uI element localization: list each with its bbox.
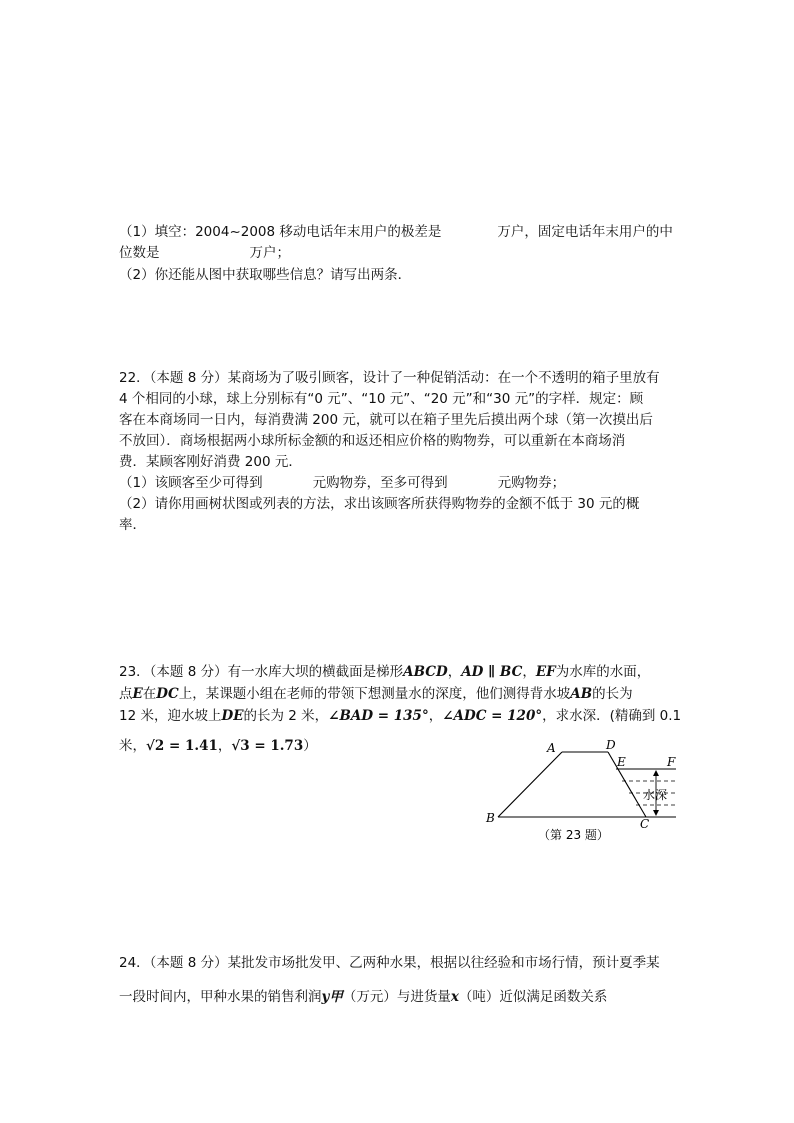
q23-math-ab: AB xyxy=(570,686,593,702)
q22-line-1: 22．（本题 8 分）某商场为了吸引顾客，设计了一种促销活动：在一个不透明的箱子里放有 xyxy=(119,370,660,386)
depth-arrow-head-bottom xyxy=(653,810,659,816)
q23-line-4 xyxy=(119,736,317,756)
q23-text-2b: 在 xyxy=(142,686,157,702)
water-depth-label: 水深 xyxy=(643,788,668,802)
q23-line-1 xyxy=(119,662,650,682)
edge-ab xyxy=(498,752,562,817)
q22-line-5: 费．某顾客刚好消费 200 元． xyxy=(119,454,302,470)
q24-text-2b: （万元）与进货量 xyxy=(342,989,451,1005)
q23-sqrt-sep: ， xyxy=(217,738,232,754)
q24-math-y-jia: y甲 xyxy=(321,989,343,1005)
q23-math-sqrt2: √2 = 1.41 xyxy=(146,738,218,754)
q23-text-4b: ） xyxy=(303,738,317,754)
q24-math-x: x xyxy=(450,989,459,1005)
q23-line-3 xyxy=(119,706,681,726)
q22-line-4: 不放回）．商场根据两小球所标金额的和返还相应价格的购物券，可以重新在本商场消 xyxy=(119,433,626,449)
q22-line-6 xyxy=(119,473,565,493)
q22-line-3: 客在本商场同一日内，每消费满 200 元，就可以在箱子里先后摸出两个球（第一次摸出后 xyxy=(119,412,653,428)
q23-text-2d: 的长为 xyxy=(592,686,633,702)
q23-math-e: E xyxy=(132,686,143,702)
q23-math-dc: DC xyxy=(156,686,179,702)
q23-math-sqrt3: √3 = 1.73 xyxy=(231,738,304,754)
q23-math-angle-adc: ∠ADC = 120° xyxy=(442,708,543,724)
label-a: A xyxy=(547,741,556,755)
q23-math-de: DE xyxy=(221,708,244,724)
q24-text-2c: （吨）近似满足函数关系 xyxy=(458,989,608,1005)
q23-comma-2: ， xyxy=(428,708,443,724)
q23-text-1a: 23．（本题 8 分）有一水库大坝的横截面是梯形 xyxy=(119,664,404,680)
q23-text-3a: 12 米，迎水坡上 xyxy=(119,708,222,724)
q23-text-4a: 米， xyxy=(119,738,146,754)
q21-text-1b: 万户，固定电话年末用户的中 xyxy=(497,224,673,240)
label-b: B xyxy=(486,811,495,825)
q21-text-1a: （1）填空：2004~2008 移动电话年末用户的极差是 xyxy=(119,224,442,240)
q23-math-angle-bad: ∠BAD = 135° xyxy=(328,708,429,724)
label-e: E xyxy=(617,755,626,769)
q21-text-2a: 位数是 xyxy=(119,245,160,261)
depth-arrow-head-top xyxy=(653,770,659,776)
q22-line-8: 率． xyxy=(119,517,146,533)
figure-caption: （第 23 题） xyxy=(538,828,609,842)
q23-math-parallel: AD ∥ BC xyxy=(461,664,523,680)
dam-cross-section-figure xyxy=(480,736,690,852)
q21-line-3: （2）你还能从图中获取哪些信息？请写出两条． xyxy=(119,267,412,283)
q23-math-abcd: ABCD xyxy=(403,664,448,680)
q24-line-1: 24．（本题 8 分）某批发市场批发甲、乙两种水果，根据以往经验和市场行情，预计夏季某 xyxy=(119,955,660,971)
q24-text-2a: 一段时间内，甲种水果的销售利润 xyxy=(119,989,322,1005)
q23-math-ef: EF xyxy=(535,664,556,680)
label-f: F xyxy=(667,755,676,769)
edge-dc xyxy=(608,752,646,817)
q23-text-1b: 为水库的水面， xyxy=(555,664,651,680)
label-c: C xyxy=(640,817,650,831)
q23-text-3c: ，求水深．(精确到 0.1 xyxy=(542,708,682,724)
q23-text-2a: 点 xyxy=(119,686,133,702)
q22-text-6a: （1）该顾客至少可得到 xyxy=(119,475,263,491)
q22-text-6c: 元购物券； xyxy=(497,475,566,491)
q22-line-2: 4 个相同的小球，球上分别标有“0 元”、“10 元”、“20 元”和“30 元”的字样．规定：顾 xyxy=(119,391,644,407)
label-d: D xyxy=(606,738,616,752)
q23-line-2 xyxy=(119,684,633,704)
q22-line-7: （2）请你用画树状图或列表的方法，求出该顾客所获得购物券的金额不低于 30 元的概 xyxy=(119,496,640,512)
q23-text-3b: 的长为 2 米， xyxy=(243,708,329,724)
q23-comma-1: ， xyxy=(447,664,462,680)
q21-text-2b: 万户； xyxy=(249,245,290,261)
q21-line-1 xyxy=(119,222,673,242)
q22-text-6b: 元购物券，至多可得到 xyxy=(312,475,448,491)
q23-sep: ， xyxy=(522,664,536,680)
q24-line-2 xyxy=(119,987,607,1007)
q21-line-2 xyxy=(119,243,290,263)
q23-text-2c: 上，某课题小组在老师的带领下想测量水的深度，他们测得背水坡 xyxy=(178,686,571,702)
